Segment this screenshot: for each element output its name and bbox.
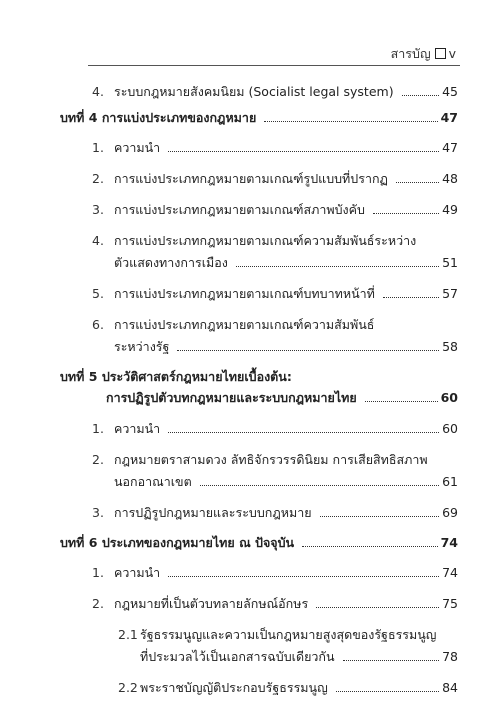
entry-number: 2. [92,452,104,467]
entry-label: ความนำ [114,421,161,436]
toc-entry[interactable] [60,450,458,491]
entry-first-line: การแบ่งประเภทกฎหมายตามเกณฑ์ความสัมพันธ์ [114,317,375,332]
entry-first-line: รัฐธรรมนูญและความเป็นกฎหมายสูงสุดของรัฐธรรมนูญ [140,627,437,642]
entry-label: ความนำ [114,140,161,155]
entry-first-line: การแบ่งประเภทกฎหมายตามเกณฑ์ความสัมพันธ์ระหว่าง [114,233,417,248]
entry-page: 48 [442,171,458,186]
entry-label: ระบบกฎหมายสังคมนิยม (Socialist legal system) [114,84,394,99]
toc-entry[interactable] [60,503,458,522]
dot-leader [177,350,439,351]
entry-page: 49 [442,202,458,217]
entry-label: พระราชบัญญัติประกอบรัฐธรรมนูญ [140,680,328,695]
entry-number: 2. [92,596,104,611]
entry-number: 5. [92,286,104,301]
dot-leader [200,485,439,486]
header-page-number: v [448,46,456,61]
toc-chapter[interactable] [60,108,458,127]
dot-leader [383,297,439,298]
dot-leader [343,660,440,661]
dot-leader [236,266,439,267]
entry-page: 57 [442,286,458,301]
entry-page: 75 [442,596,458,611]
header-title: สารบัญ [390,46,431,61]
entry-number: 6. [92,317,104,332]
entry-number: 1. [92,140,104,155]
toc-subentry[interactable] [60,678,458,697]
toc-entry[interactable] [60,82,458,101]
running-header [88,44,456,64]
entry-label: การแบ่งประเภทกฎหมายตามเกณฑ์รูปแบบที่ปรากฏ [114,171,388,186]
entry-number: 2. [92,171,104,186]
dot-leader [396,182,439,183]
chapter-title: บทที่ 4 การแบ่งประเภทของกฎหมาย [60,110,257,125]
entry-label: ตัวแสดงทางการเมือง [114,255,228,270]
table-of-contents [60,82,458,697]
chapter-page: 74 [440,535,458,550]
chapter-title: บทที่ 6 ประเภทของกฎหมายไทย ณ ปัจจุบัน [60,535,295,550]
entry-page: 74 [442,565,458,580]
entry-label: ที่ประมวลไว้เป็นเอกสารฉบับเดียวกัน [140,649,335,664]
header-divider [88,65,460,66]
dot-leader [168,151,439,152]
chapter-page: 47 [440,110,458,125]
entry-page: 60 [442,421,458,436]
entry-label: กฎหมายที่เป็นตัวบทลายลักษณ์อักษร [114,596,309,611]
entry-number: 2.1 [118,627,138,642]
entry-number: 3. [92,202,104,217]
dot-leader [365,401,438,402]
toc-entry[interactable] [60,563,458,582]
entry-number: 4. [92,84,104,99]
entry-page: 45 [442,84,458,99]
dot-leader [320,516,440,517]
dot-leader [316,607,439,608]
entry-page: 84 [442,680,458,695]
entry-number: 3. [92,505,104,520]
entry-page: 61 [442,474,458,489]
dot-leader [264,121,437,122]
entry-label: การแบ่งประเภทกฎหมายตามเกณฑ์สภาพบังคับ [114,202,365,217]
entry-label: นอกอาณาเขต [114,474,192,489]
toc-entry[interactable] [60,315,458,356]
toc-subentry[interactable] [60,625,458,666]
entry-page: 69 [442,505,458,520]
toc-entry[interactable] [60,594,458,613]
dot-leader [302,546,438,547]
toc-chapter[interactable] [60,533,458,552]
entry-page: 78 [442,649,458,664]
entry-page: 47 [442,140,458,155]
chapter-title-first-line: บทที่ 5 ประวัติศาสตร์กฎหมายไทยเบื้องต้น: [60,369,292,384]
toc-entry[interactable] [60,138,458,157]
entry-label: ระหว่างรัฐ [114,339,170,354]
chapter-page: 60 [440,390,458,405]
dot-leader [168,576,439,577]
entry-number: 1. [92,421,104,436]
toc-entry[interactable] [60,200,458,219]
entry-page: 51 [442,255,458,270]
dot-leader [402,95,440,96]
entry-number: 1. [92,565,104,580]
dot-leader [168,432,439,433]
dot-leader [373,213,439,214]
entry-label: การปฏิรูปกฎหมายและระบบกฎหมาย [114,505,312,520]
entry-label: การแบ่งประเภทกฎหมายตามเกณฑ์บทบาทหน้าที่ [114,286,375,301]
entry-page: 58 [442,339,458,354]
entry-number: 2.2 [118,680,138,695]
toc-entry[interactable] [60,231,458,272]
toc-entry[interactable] [60,284,458,303]
entry-number: 4. [92,233,104,248]
toc-entry[interactable] [60,419,458,438]
square-bullet-icon [435,48,446,59]
entry-label: ความนำ [114,565,161,580]
entry-first-line: กฎหมายตราสามดวง ลัทธิจักรวรรดินิยม การเสียสิทธิสภาพ [114,452,428,467]
toc-chapter[interactable] [60,367,458,407]
toc-entry[interactable] [60,169,458,188]
chapter-title: การปฏิรูปตัวบทกฎหมายและระบบกฎหมายไทย [106,390,357,405]
dot-leader [336,691,439,692]
